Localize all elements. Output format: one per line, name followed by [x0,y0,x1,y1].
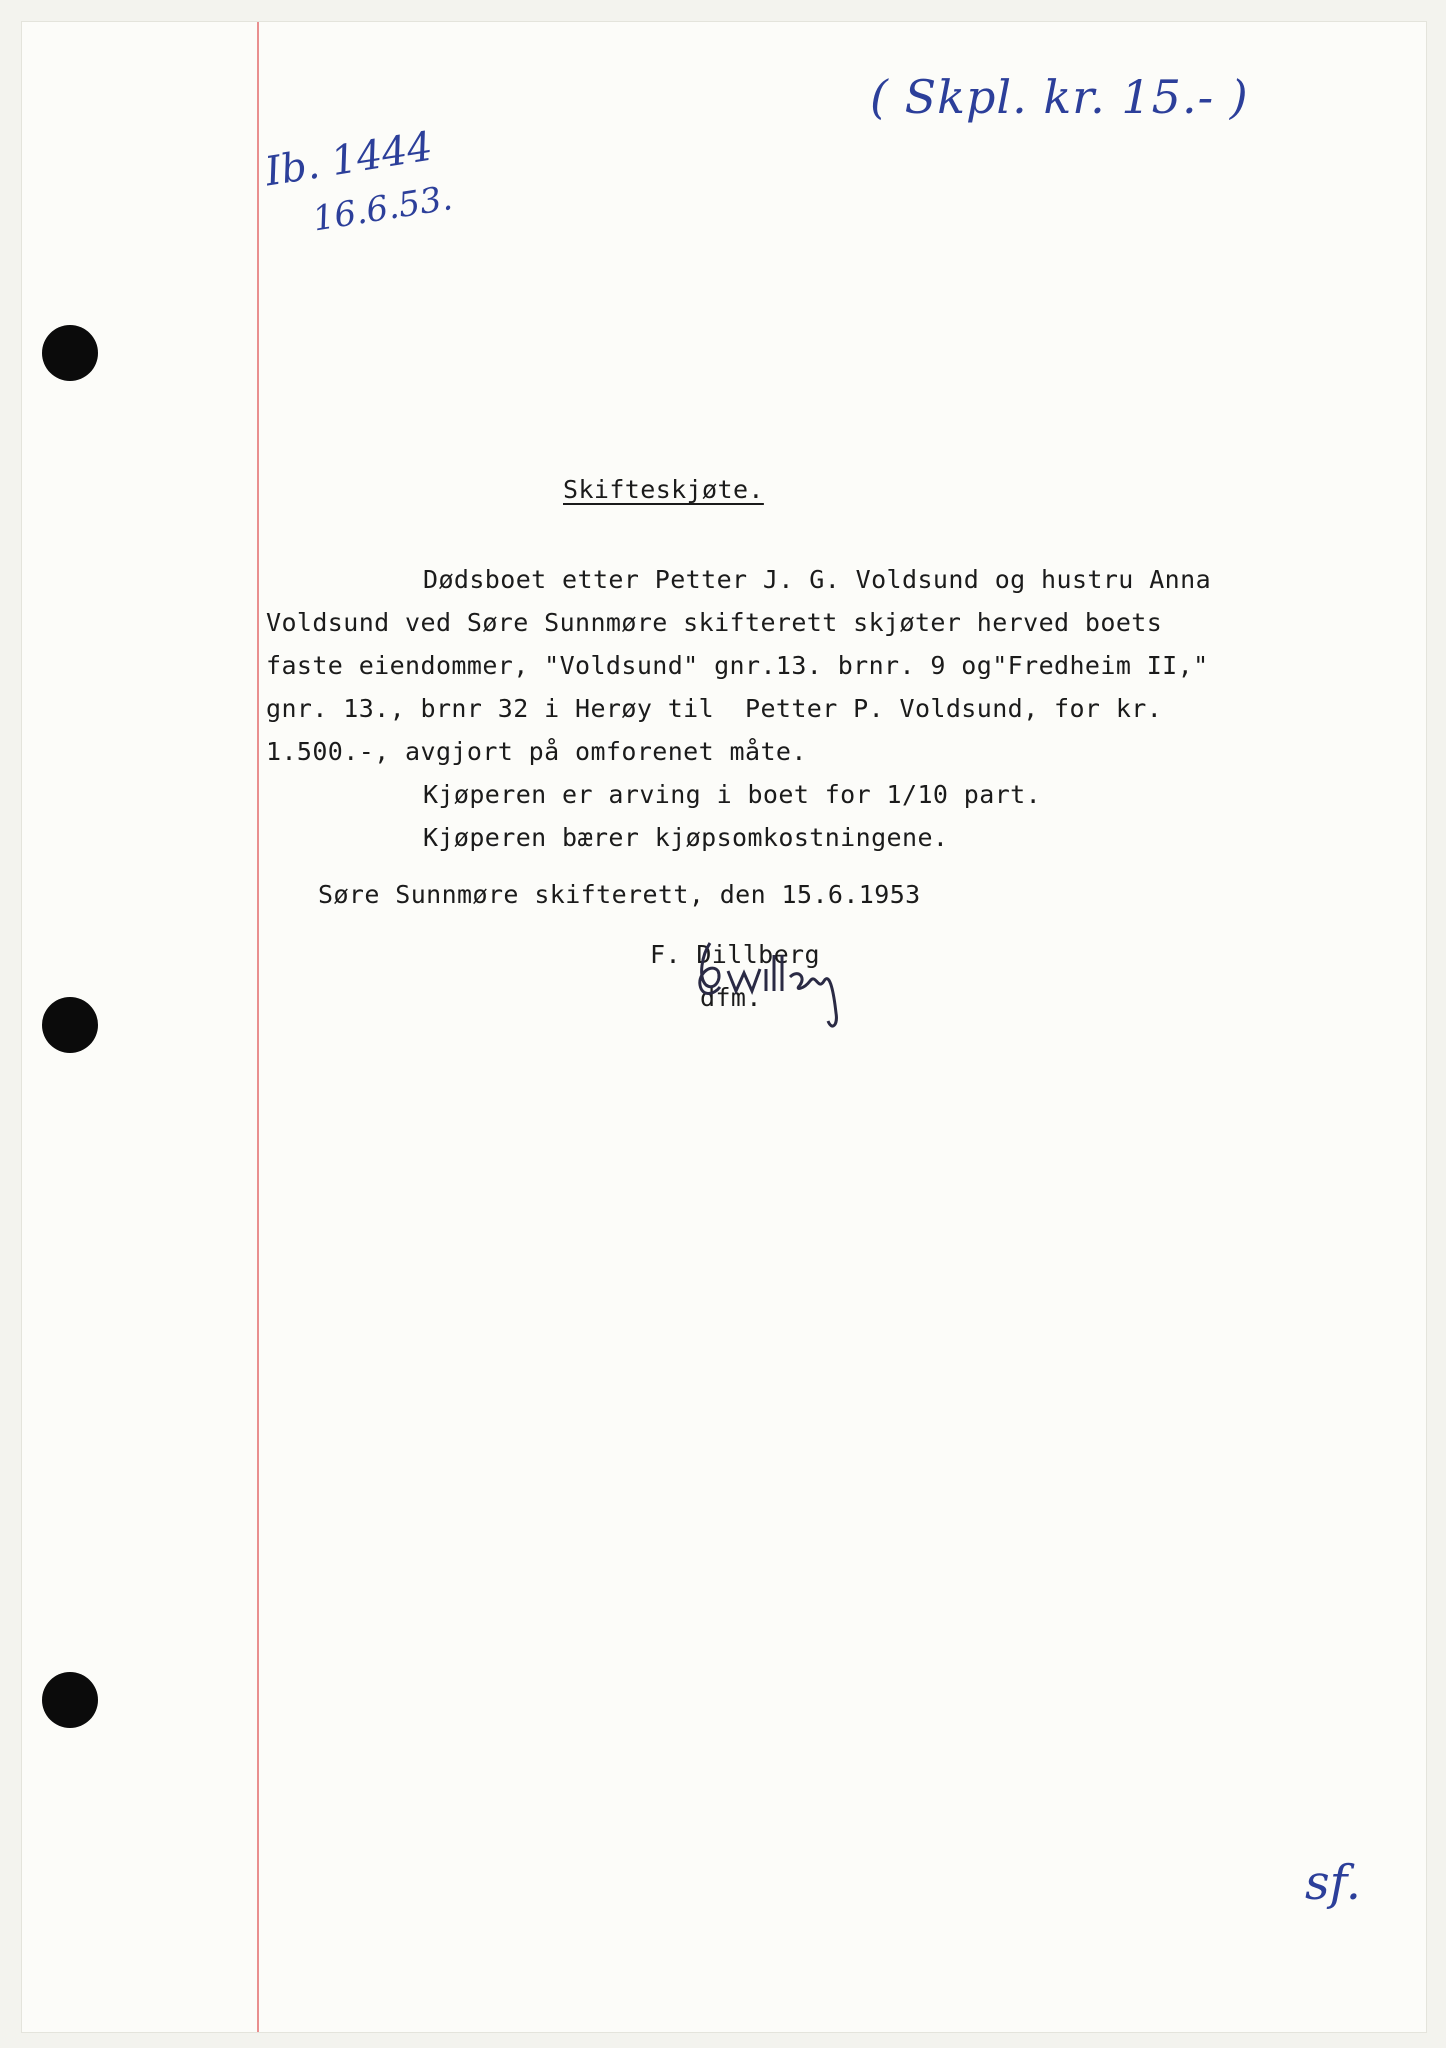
body-line: faste eiendommer, "Voldsund" gnr.13. brnr. 9 og"Fredheim II," [266,651,1209,680]
punch-hole [42,325,98,381]
document-title: Skifteskjøte. [563,475,764,504]
margin-line [257,22,259,2032]
place-date: Søre Sunnmøre skifterett, den 15.6.1953 [318,880,921,909]
body-line: 1.500.-, avgjort på omforenet måte. [266,737,807,766]
body-line: Dødsboet etter Petter J. G. Voldsund og hustru Anna [423,565,1212,594]
reference-date: 16.6.53. [310,178,456,240]
body-line: gnr. 13., brnr 32 i Herøy til Petter P. Voldsund, for kr. [266,694,1163,723]
fee-note: ( Skpl. kr. 15.- ) [870,70,1249,124]
signature-scribble [640,925,940,1045]
reference-number: Ib. 1444 [262,123,436,196]
body-line: Voldsund ved Søre Sunnmøre skifterett skjøter herved boets [266,608,1163,637]
punch-hole [42,997,98,1053]
body-line: Kjøperen er arving i boet for 1/10 part. [423,780,1042,809]
signer-name: F. Dillberg [650,940,820,969]
signer-title: dfm. [700,983,762,1012]
initials: sf. [1305,1855,1361,1911]
signature [640,925,940,1045]
body-line: Kjøperen bærer kjøpsomkostningene. [423,823,949,852]
punch-hole [42,1672,98,1728]
